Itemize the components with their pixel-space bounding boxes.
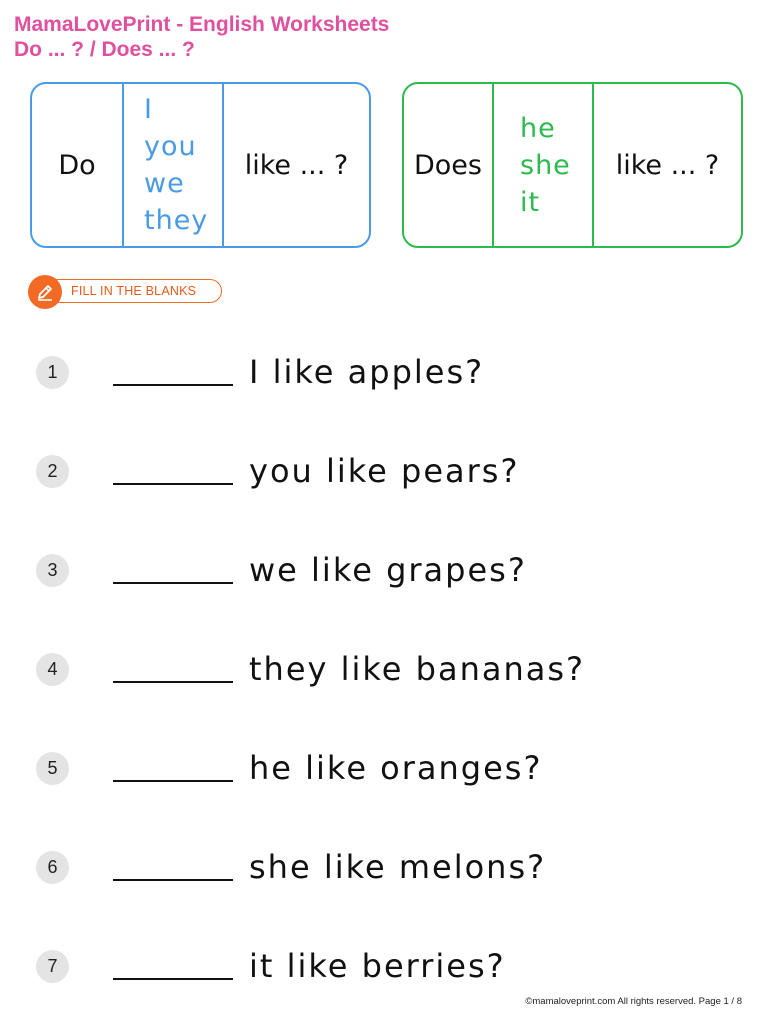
answer-blank[interactable] <box>113 754 233 782</box>
question-number: 5 <box>36 752 69 785</box>
question-row <box>36 946 506 986</box>
answer-blank[interactable] <box>113 556 233 584</box>
pencil-icon <box>28 275 62 309</box>
does-aux-cell: Does <box>414 149 482 181</box>
question-row <box>36 649 585 689</box>
does-pronouns-cell <box>492 84 592 246</box>
question-text: we like grapes? <box>249 551 527 589</box>
do-grammar-table <box>30 82 371 248</box>
pronoun-it: it <box>520 186 541 218</box>
question-row <box>36 748 542 788</box>
answer-blank[interactable] <box>113 952 233 980</box>
question-number: 3 <box>36 554 69 587</box>
question-row <box>36 352 484 392</box>
worksheet-subtitle: Do ... ? / Does ... ? <box>14 38 195 61</box>
pronoun-he: he <box>520 112 556 144</box>
copyright-footer: ©mamaloveprint.com All rights reserved. Page 1 / 8 <box>525 996 742 1007</box>
question-row <box>36 550 527 590</box>
question-row <box>36 451 519 491</box>
answer-blank[interactable] <box>113 358 233 386</box>
question-text: it like berries? <box>249 947 506 985</box>
question-number: 6 <box>36 851 69 884</box>
pronoun-she: she <box>520 149 571 181</box>
do-pronouns-cell <box>122 84 222 246</box>
pronoun-you: you <box>144 131 197 162</box>
answer-blank[interactable] <box>113 457 233 485</box>
question-text: you like pears? <box>249 452 520 490</box>
does-tail-cell: like ... ? <box>592 84 741 246</box>
does-grammar-table <box>402 82 743 248</box>
badge-label: FILL IN THE BLANKS <box>46 279 222 303</box>
do-aux-cell: Do <box>58 149 96 181</box>
pronoun-i: I <box>144 94 153 125</box>
question-number: 7 <box>36 950 69 983</box>
question-text: I like apples? <box>249 353 485 391</box>
worksheet-title: MamaLovePrint - English Worksheets <box>14 13 390 36</box>
do-tail-cell: like ... ? <box>222 84 369 246</box>
worksheet-header <box>14 12 389 62</box>
question-number: 4 <box>36 653 69 686</box>
question-text: they like bananas? <box>249 650 586 688</box>
question-number: 2 <box>36 455 69 488</box>
question-row <box>36 847 546 887</box>
answer-blank[interactable] <box>113 655 233 683</box>
fill-in-the-blanks-badge <box>28 275 216 308</box>
answer-blank[interactable] <box>113 853 233 881</box>
question-text: she like melons? <box>249 848 547 886</box>
question-number: 1 <box>36 356 69 389</box>
pronoun-we: we <box>144 168 185 199</box>
question-text: he like oranges? <box>249 749 543 787</box>
pronoun-they: they <box>144 205 209 236</box>
